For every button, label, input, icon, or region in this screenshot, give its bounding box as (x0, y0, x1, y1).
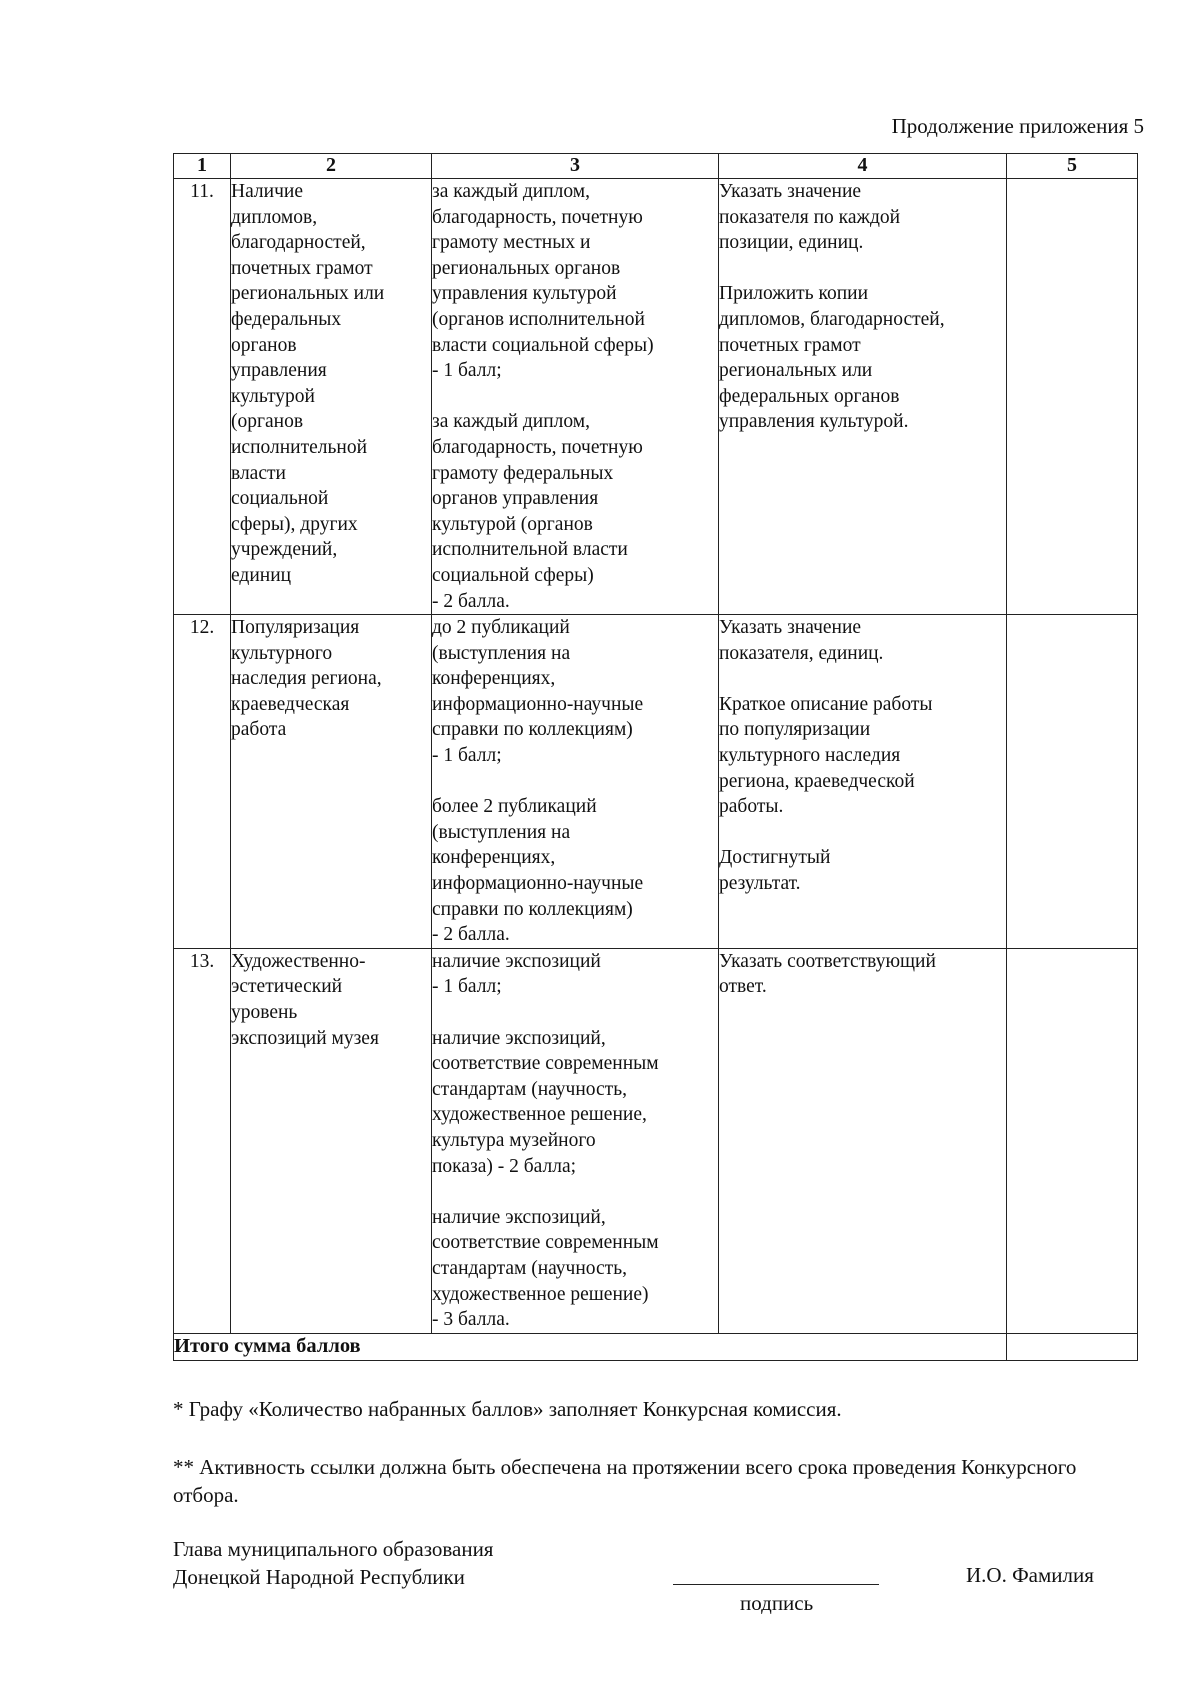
cell-line: почетных грамот (719, 334, 861, 356)
score-cell (1007, 615, 1138, 949)
cell-line (719, 666, 1006, 692)
cell-line: - 2 балла. (432, 924, 510, 946)
table-header-row (174, 154, 1138, 179)
cell-line: (органов исполнительной (432, 308, 645, 330)
header-note: Продолжение приложения 5 (891, 114, 1144, 138)
cell-line: единиц (231, 564, 292, 586)
cell-line: за каждый диплом, (432, 181, 590, 202)
cell-line (432, 1179, 718, 1205)
scoring-cell (432, 948, 719, 1333)
cell-line: справки по коллекциям) (432, 719, 633, 741)
position-line-2: Донецкой Народной Республики (173, 1565, 465, 1589)
cell-line: - 3 балла. (432, 1309, 510, 1331)
cell-line: - 1 балл; (432, 360, 502, 382)
cell-line: учреждений, (231, 539, 338, 561)
cell-line: показателя, единиц. (719, 642, 884, 664)
cell-line: конференциях, (432, 847, 556, 869)
cell-line: эстетический (231, 976, 343, 998)
score-cell (1007, 179, 1138, 615)
signatory-position (173, 1535, 493, 1591)
cell-line: Наличие (231, 181, 303, 202)
cell-line: сферы), других (231, 513, 358, 535)
table-row (174, 948, 1138, 1333)
cell-line: культура музейного (432, 1129, 596, 1151)
indicator-cell (231, 615, 432, 949)
cell-line: управления культурой (432, 283, 617, 305)
score-cell (1007, 948, 1138, 1333)
cell-line: грамоту федеральных (432, 462, 614, 484)
cell-line: - 2 балла. (432, 590, 510, 612)
cell-line: информационно-научные (432, 693, 644, 715)
cell-line: работы. (719, 796, 784, 818)
cell-line: краеведческая (231, 693, 350, 715)
total-label: Итого сумма баллов (174, 1333, 1007, 1360)
cell-line: - 1 балл; (432, 976, 502, 998)
column-header: 2 (231, 154, 432, 179)
column-header: 3 (432, 154, 719, 179)
cell-line: Указать значение (719, 617, 862, 639)
cell-line: соответствие современным (432, 1053, 659, 1075)
cell-line: региональных или (231, 283, 385, 305)
cell-line: дипломов, (231, 206, 318, 228)
row-number: 12. (174, 615, 231, 949)
cell-line: ответ. (719, 976, 767, 998)
cell-line: до 2 публикаций (432, 617, 570, 639)
criteria-table (173, 153, 1138, 1361)
instructions-cell (719, 179, 1007, 615)
cell-line: Популяризация (231, 617, 360, 639)
cell-line: органов управления (432, 488, 599, 510)
row-number: 11. (174, 179, 231, 615)
position-line-1: Глава муниципального образования (173, 1537, 494, 1561)
cell-line: конференциях, (432, 668, 556, 690)
cell-line: - 1 балл; (432, 745, 502, 767)
cell-line: стандартам (научность, (432, 1078, 627, 1100)
footnote-link-activity: ** Активность ссылки должна быть обеспечена на протяжении всего срока проведения Конкурсного отбора. (173, 1455, 1077, 1507)
cell-line: Достигнутый (719, 847, 831, 869)
cell-line (432, 384, 718, 410)
cell-line: Краткое описание работы (719, 693, 933, 715)
cell-line: по популяризации (719, 719, 871, 741)
table-row (174, 615, 1138, 949)
cell-line: благодарность, почетную (432, 436, 643, 458)
cell-line: благодарностей, (231, 232, 366, 254)
cell-line: наличие экспозиций (432, 950, 601, 972)
cell-line (432, 1000, 718, 1026)
scoring-cell (432, 615, 719, 949)
column-header: 1 (174, 154, 231, 179)
row-number: 13. (174, 948, 231, 1333)
cell-line: наследия региона, (231, 668, 382, 690)
instructions-cell (719, 948, 1007, 1333)
cell-line: информационно-научные (432, 873, 644, 895)
cell-line: позиции, единиц. (719, 232, 864, 254)
cell-line: (органов (231, 411, 304, 433)
cell-line: органов (231, 334, 297, 356)
column-header: 5 (1007, 154, 1138, 179)
cell-line: исполнительной власти (432, 539, 628, 561)
table-body (174, 179, 1138, 1334)
cell-line: соответствие современным (432, 1232, 659, 1254)
column-header: 4 (719, 154, 1007, 179)
cell-line: Приложить копии (719, 283, 869, 305)
cell-line: региональных органов (432, 257, 621, 279)
cell-line: почетных грамот (231, 257, 373, 279)
cell-line: показателя по каждой (719, 206, 901, 228)
cell-line: благодарность, почетную (432, 206, 643, 228)
cell-line (719, 820, 1006, 846)
cell-line: более 2 публикаций (432, 796, 597, 818)
cell-line: исполнительной (231, 436, 368, 458)
cell-line: экспозиций музея (231, 1027, 379, 1049)
cell-line: справки по коллекциям) (432, 898, 633, 920)
cell-line: результат. (719, 873, 801, 895)
cell-line: управления культурой. (719, 411, 909, 433)
cell-line: Указать соответствующий (719, 950, 936, 972)
table-row (174, 179, 1138, 615)
cell-line: федеральных органов (719, 385, 900, 407)
cell-line: федеральных (231, 308, 342, 330)
signatory-name: И.О. Фамилия (966, 1563, 1094, 1587)
signature-line (673, 1584, 879, 1585)
cell-line: региона, краеведческой (719, 770, 915, 792)
cell-line: (выступления на (432, 821, 571, 843)
cell-line: социальной сферы) (432, 564, 594, 586)
cell-line (719, 256, 1006, 282)
indicator-cell (231, 948, 432, 1333)
cell-line: художественное решение, (432, 1104, 647, 1126)
cell-line: культурного наследия (719, 745, 901, 767)
cell-line: власти социальной сферы) (432, 334, 654, 356)
cell-line: региональных или (719, 360, 873, 382)
cell-line: культурой (231, 385, 315, 407)
cell-line: социальной (231, 488, 329, 510)
scoring-cell (432, 179, 719, 615)
cell-line: уровень (231, 1002, 298, 1023)
signature-caption: подпись (740, 1591, 814, 1615)
cell-line: стандартам (научность, (432, 1257, 627, 1279)
cell-line: (выступления на (432, 642, 571, 664)
cell-line: культурного (231, 642, 333, 664)
cell-line: работа (231, 719, 287, 741)
cell-line: за каждый диплом, (432, 411, 590, 433)
indicator-cell (231, 179, 432, 615)
cell-line: управления (231, 360, 327, 382)
cell-line: культурой (органов (432, 513, 593, 535)
total-row (174, 1333, 1138, 1360)
cell-line (432, 769, 718, 795)
cell-line: дипломов, благодарностей, (719, 308, 945, 330)
footnote-scores: * Графу «Количество набранных баллов» заполняет Конкурсная комиссия. (173, 1397, 842, 1421)
total-score-cell (1007, 1333, 1138, 1360)
cell-line: власти (231, 462, 286, 484)
cell-line: показа) - 2 балла; (432, 1155, 577, 1177)
cell-line: Художественно- (231, 950, 366, 972)
cell-line: художественное решение) (432, 1283, 649, 1305)
cell-line: Указать значение (719, 181, 862, 202)
cell-line: грамоту местных и (432, 232, 591, 254)
instructions-cell (719, 615, 1007, 949)
cell-line: наличие экспозиций, (432, 1027, 606, 1049)
cell-line: наличие экспозиций, (432, 1206, 606, 1228)
